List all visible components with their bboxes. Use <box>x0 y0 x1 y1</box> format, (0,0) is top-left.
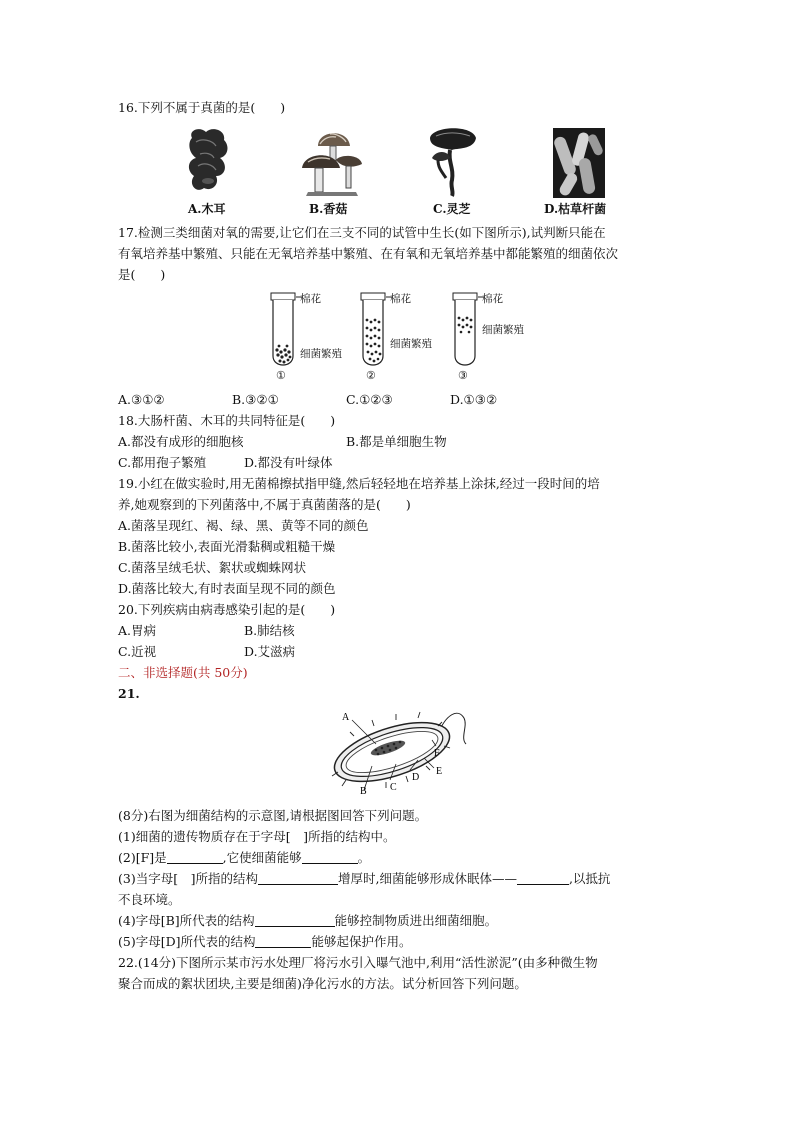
answer-blank[interactable] <box>167 850 223 864</box>
label-d: D <box>412 772 420 783</box>
answer-blank[interactable] <box>517 871 569 885</box>
q19-stem-line2: 养,她观察到的下列菌落中,不属于真菌菌落的是( ) <box>118 497 411 512</box>
q22-line1: 22.(14分)下图所示某市污水处理厂将污水引入曝气池中,利用“活性淤泥”(由多种微生物 <box>118 955 598 970</box>
q20-option-c: C.近视 <box>118 644 157 659</box>
tube3-number: ③ <box>458 369 468 382</box>
q20-option-b: B.肺结核 <box>244 623 295 638</box>
label-c: C <box>390 782 397 793</box>
q18-option-b: B.都是单细胞生物 <box>346 434 447 449</box>
tube1-number: ① <box>276 369 286 382</box>
answer-blank[interactable] <box>255 913 335 927</box>
tube1-cotton-label: 棉花 <box>300 293 321 305</box>
test-tube-3 <box>450 292 480 370</box>
q17-stem-line2: 有氧培养基中繁殖、只能在无氧培养基中繁殖、在有氧和无氧培养基中都能繁殖的细菌依次 <box>118 246 619 261</box>
q17-option-d: D.①③② <box>450 392 498 407</box>
q16-stem: 16.下列不属于真菌的是( ) <box>118 100 286 115</box>
tube1-growth-label: 细菌繁殖 <box>300 348 342 360</box>
q16-option-a: A.木耳 <box>188 202 226 216</box>
answer-blank[interactable] <box>255 934 311 948</box>
label-a: A <box>342 712 350 723</box>
q21-sub3: (3)当字母[ ]所指的结构 增厚时,细菌能够形成休眠体—— ,以抵抗 <box>118 871 611 886</box>
q21-sub2: (2)[F]是 ,它使细菌能够 。 <box>118 850 371 865</box>
q18-option-a: A.都没有成形的细胞核 <box>118 434 244 449</box>
answer-blank[interactable] <box>302 850 358 864</box>
tube2-cotton-label: 棉花 <box>390 293 411 305</box>
bacterium-diagram <box>326 704 476 804</box>
q20-stem: 20.下列疾病由病毒感染引起的是( ) <box>118 602 336 617</box>
q21-sub5: (5)字母[D]所代表的结构 能够起保护作用。 <box>118 934 412 949</box>
tube3-cotton-label: 棉花 <box>482 293 503 305</box>
test-tube-1 <box>268 292 298 370</box>
section-2-title: 二、非选择题(共 50分) <box>118 665 248 680</box>
label-f: F <box>434 748 440 759</box>
q18-option-d: D.都没有叶绿体 <box>244 455 333 470</box>
tube2-number: ② <box>366 369 376 382</box>
answer-blank[interactable] <box>258 871 338 885</box>
q17-option-b: B.③②① <box>232 392 279 407</box>
q21-sub3-cont: 不良环境。 <box>118 892 181 907</box>
q21-intro: (8分)右图为细菌结构的示意图,请根据图回答下列问题。 <box>118 808 428 823</box>
q19-option-b: B.菌落比较小,表面光滑黏稠或粗糙干燥 <box>118 539 336 554</box>
tube3-growth-label: 细菌繁殖 <box>482 324 524 336</box>
label-e: E <box>436 766 443 777</box>
label-b: B <box>360 786 367 797</box>
q22-line2: 聚合而成的絮状团块,主要是细菌)净化污水的方法。试分析回答下列问题。 <box>118 976 527 991</box>
q19-option-a: A.菌落呈现红、褐、绿、黑、黄等不同的颜色 <box>118 518 369 533</box>
bacillus-image <box>553 128 605 198</box>
q21-sub1: (1)细菌的遗传物质存在于字母[ ]所指的结构中。 <box>118 829 396 844</box>
lingzhi-image <box>426 124 478 198</box>
q17-option-a: A.③①② <box>118 392 165 407</box>
q16-option-d: D.枯草杆菌 <box>544 202 607 216</box>
q20-option-d: D.艾滋病 <box>244 644 296 659</box>
tube2-growth-label: 细菌繁殖 <box>390 338 432 350</box>
q20-option-a: A.胃病 <box>118 623 157 638</box>
q17-stem-line3: 是( ) <box>118 267 166 282</box>
q19-stem-line1: 19.小红在做实验时,用无菌棉擦拭指甲缝,然后轻轻地在培养基上涂抹,经过一段时间的培 <box>118 476 600 491</box>
q19-option-c: C.菌落呈绒毛状、絮状或蜘蛛网状 <box>118 560 307 575</box>
test-tube-2 <box>358 292 388 370</box>
q21-number: 21. <box>118 686 140 701</box>
wood-ear-image <box>186 126 232 198</box>
shiitake-image <box>300 124 364 198</box>
q18-option-c: C.都用孢子繁殖 <box>118 455 207 470</box>
q17-stem-line1: 17.检测三类细菌对氧的需要,让它们在三支不同的试管中生长(如下图所示),试判断只能在 <box>118 225 606 240</box>
q17-option-c: C.①②③ <box>346 392 393 407</box>
q18-stem: 18.大肠杆菌、木耳的共同特征是( ) <box>118 413 336 428</box>
q16-option-b: B.香菇 <box>309 202 348 216</box>
q16-option-c: C.灵芝 <box>433 202 471 216</box>
q19-option-d: D.菌落比较大,有时表面呈现不同的颜色 <box>118 581 336 596</box>
q21-sub4: (4)字母[B]所代表的结构 能够控制物质进出细菌细胞。 <box>118 913 498 928</box>
